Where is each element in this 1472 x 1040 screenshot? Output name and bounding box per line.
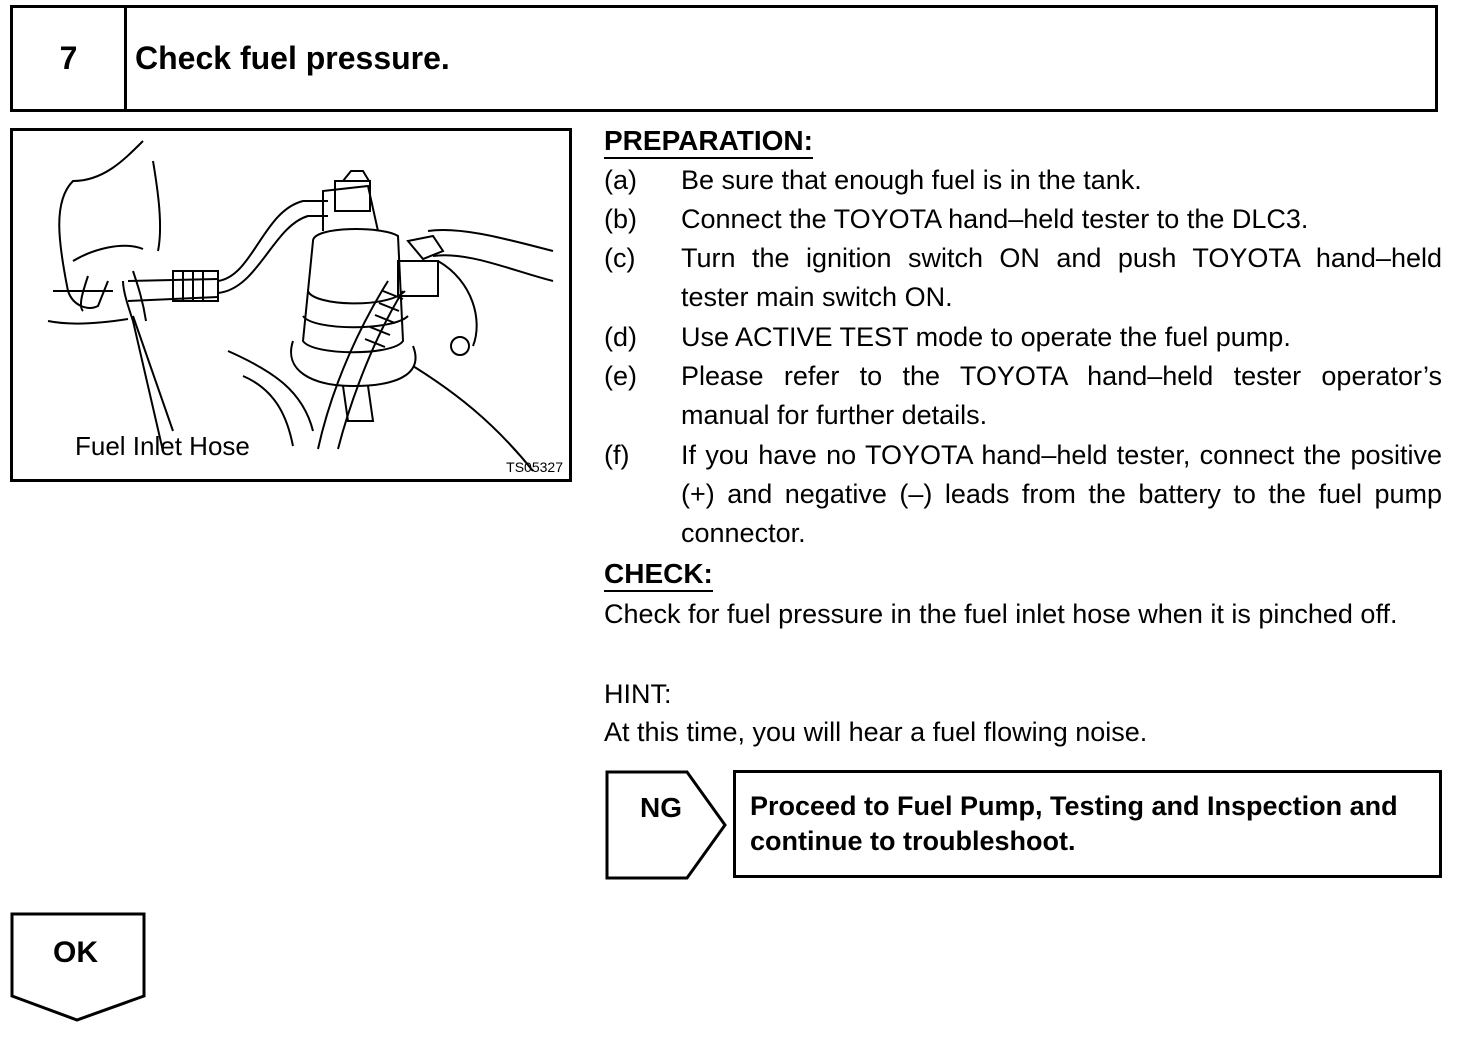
step-number: 7: [13, 8, 127, 109]
list-item-label: (f): [604, 440, 630, 470]
step-header: [10, 5, 1438, 112]
list-item-label: (c): [604, 243, 636, 273]
hint-text: At this time, you will hear a fuel flowing noise.: [604, 717, 1148, 747]
list-item-label: (a): [604, 165, 637, 195]
list-item-text: If you have no TOYOTA hand–held tester, connect the positive (+) and negative (–) leads from the battery to the fuel pump connector.: [681, 440, 1442, 548]
ok-label: OK: [53, 936, 98, 969]
check-heading: CHECK:: [604, 559, 713, 592]
list-item-text: Use ACTIVE TEST mode to operate the fuel pump.: [681, 322, 1291, 352]
step-title: Check fuel pressure.: [135, 40, 450, 76]
figure-code: TS05327: [506, 459, 563, 475]
figure-label-fuel-inlet-hose: Fuel Inlet Hose: [75, 431, 250, 461]
list-item-text: Connect the TOYOTA hand–held tester to the DLC3.: [681, 204, 1309, 234]
ng-result-box: Proceed to Fuel Pump, Testing and Inspection and continue to troubleshoot.: [733, 770, 1442, 878]
list-item-text: Please refer to the TOYOTA hand–held tester operator’s manual for further details.: [681, 361, 1442, 430]
fuel-pump-drawing: [13, 131, 569, 479]
list-item-label: (b): [604, 204, 637, 234]
list-item-text: Turn the ignition switch ON and push TOYOTA hand–held tester main switch ON.: [681, 243, 1442, 312]
list-item-label: (e): [604, 361, 637, 391]
list-item-text: Be sure that enough fuel is in the tank.: [681, 165, 1142, 195]
preparation-heading: PREPARATION:: [604, 126, 813, 159]
ng-label: NG: [640, 792, 682, 823]
fuel-pump-illustration: [10, 128, 572, 482]
hint-label: HINT:: [604, 679, 672, 709]
ng-arrow-shape: [605, 770, 729, 880]
check-text: Check for fuel pressure in the fuel inlet hose when it is pinched off.: [604, 599, 1398, 629]
list-item-label: (d): [604, 322, 637, 352]
